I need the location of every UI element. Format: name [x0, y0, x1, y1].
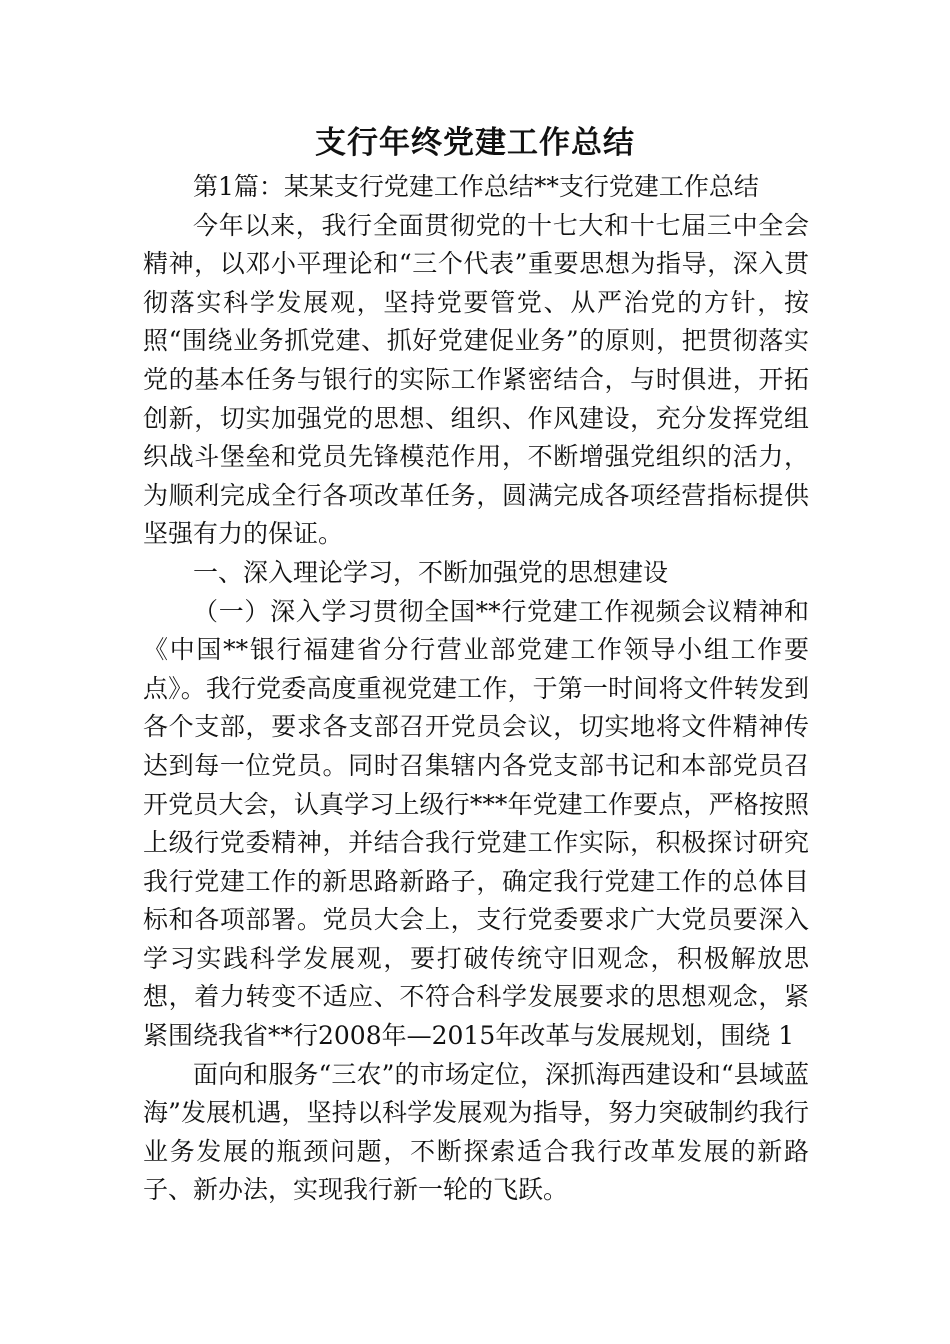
- paragraph-subsection-1: （一）深入学习贯彻全国**行党建工作视频会议精神和《中国**银行福建省分行营业部党建工作领导小组工作要点》。我行党委高度重视党建工作，于第一时间将文件转发到各个支部，要求各支部召开党员会议，切实地将文件精神传达到每一位党员。同时召集辖内各党支部书记和本部党员召开党员大会，认真学习上级行***年党建工作要点，严格按照上级行党委精神，并结合我行党建工作实际，积极探讨研究我行党建工作的新思路新路子，确定我行党建工作的总体目标和各项部署。党员大会上，支行党委要求广大党员要深入学习实践科学发展观，要打破传统守旧观念，积极解放思想，着力转变不适应、不符合科学发展要求的思想观念，紧紧围绕我省**行2008年—2015年改革与发展规划，围绕 1: [143, 596, 809, 1051]
- paragraph-intro: 今年以来，我行全面贯彻党的十七大和十七届三中全会精神，以邓小平理论和“三个代表”重要思想为指导，深入贯彻落实科学发展观，坚持党要管党、从严治党的方针，按照“围绕业务抓党建、抓好党建促业务”的原则，把贯彻落实党的基本任务与银行的实际工作紧密结合，与时俱进，开拓创新，切实加强党的思想、组织、作风建设，充分发挥党组织战斗堡垒和党员先锋模范作用，不断增强党组织的活力，为顺利完成全行各项改革任务，圆满完成各项经营指标提供坚强有力的保证。: [143, 210, 809, 549]
- section-heading-1: 一、深入理论学习，不断加强党的思想建设: [193, 557, 669, 587]
- paragraph-heading-1: 第1篇：某某支行党建工作总结**支行党建工作总结: [193, 172, 759, 201]
- document-title: 支行年终党建工作总结: [315, 125, 635, 161]
- document-body: [143, 168, 809, 1210]
- paragraph-continuation: 面向和服务“三农”的市场定位，深抓海西建设和“县域蓝海”发展机遇，坚持以科学发展观为指导，努力突破制约我行业务发展的瓶颈问题，不断探索适合我行改革发展的新路子、新办法，实现我行新一轮的飞跃。: [143, 1059, 809, 1205]
